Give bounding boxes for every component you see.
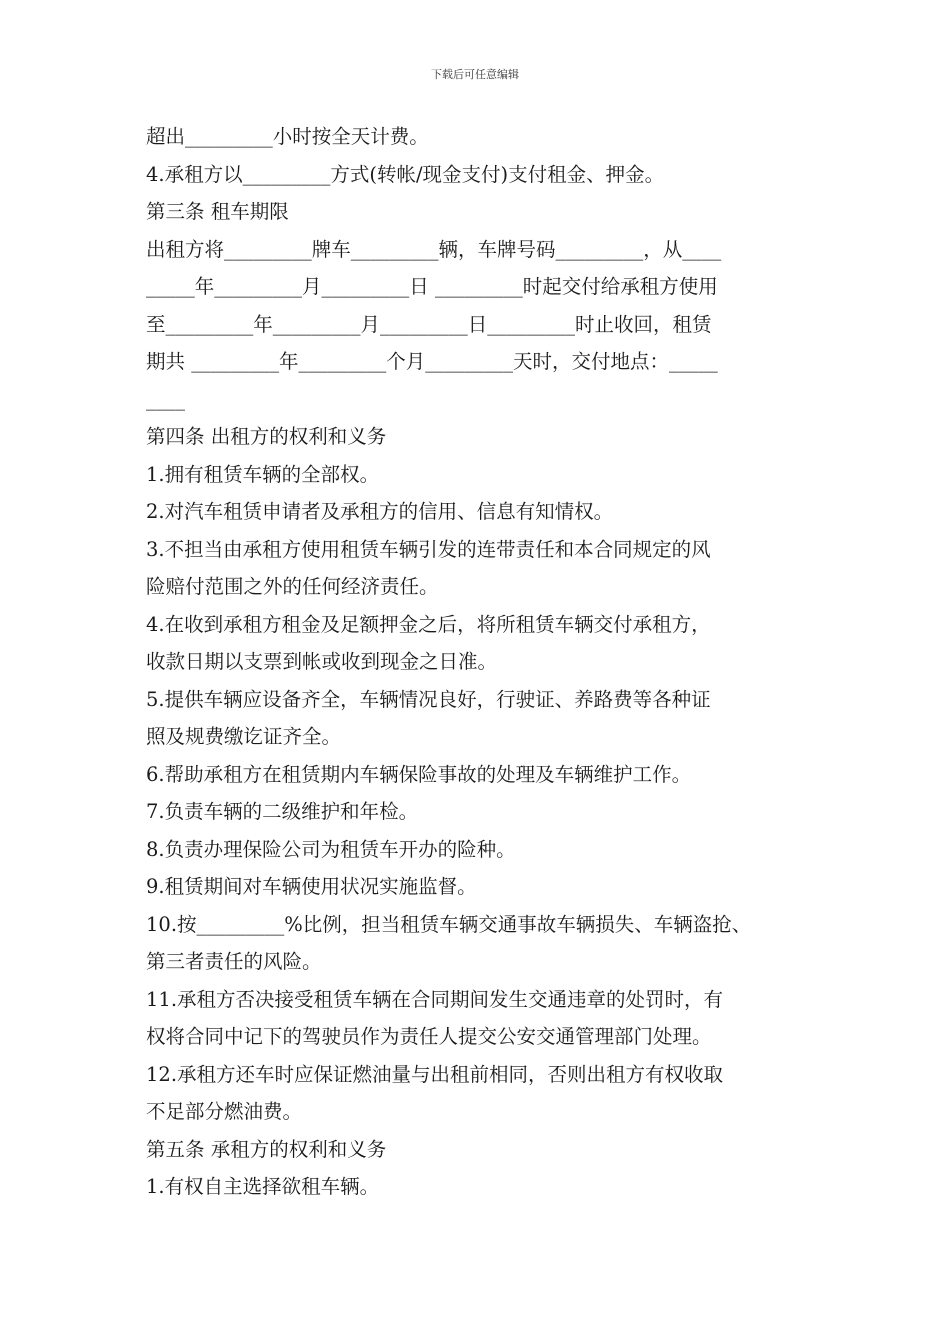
- text-line: 险赔付范围之外的任何经济责任。: [146, 575, 439, 598]
- text-line: ____: [146, 387, 185, 411]
- text-line: 4.在收到承租方租金及足额押金之后，将所租赁车辆交付承租方，: [146, 612, 711, 636]
- text-line: 出租方将_________牌车_________辆，车牌号码_________，从____: [146, 237, 722, 261]
- text-line: 第三者责任的风险。: [146, 950, 322, 973]
- text-line: 1.有权自主选择欲租车辆。: [146, 1175, 380, 1198]
- text-line: 1.拥有租赁车辆的全部权。: [146, 462, 380, 486]
- section-heading: 第三条 租车期限: [146, 200, 289, 223]
- text-line: 4.承租方以_________方式(转帐/现金支付)支付租金、押金。: [146, 162, 665, 186]
- text-line: 12.承租方还车时应保证燃油量与出租前相同，否则出租方有权收取: [146, 1062, 724, 1086]
- section-heading: 第五条 承租方的权利和义务: [146, 1137, 387, 1161]
- text-line: 照及规费缴讫证齐全。: [146, 725, 342, 748]
- text-line: _____年_________月_________日 _________时起交付给承租方使用: [146, 275, 718, 298]
- text-line: 权将合同中记下的驾驶员作为责任人提交公安交通管理部门处理。: [146, 1025, 712, 1048]
- text-line: 收款日期以支票到帐或收到现金之日准。: [146, 650, 498, 673]
- text-line: 7.负责车辆的二级维护和年检。: [146, 800, 419, 823]
- text-line: 期共 _________年_________个月_________天时，交付地点：_____: [146, 350, 718, 373]
- text-line: 2.对汽车租赁申请者及承租方的信用、信息有知情权。: [146, 500, 614, 523]
- text-line: 6.帮助承租方在租赁期内车辆保险事故的处理及车辆维护工作。: [146, 762, 692, 786]
- text-line: 9.租赁期间对车辆使用状况实施监督。: [146, 875, 477, 898]
- text-line: 3.不担当由承租方使用租赁车辆引发的连带责任和本合同规定的风: [146, 537, 711, 561]
- document-body: [146, 118, 826, 1206]
- text-line: 不足部分燃油费。: [146, 1100, 303, 1123]
- text-line: 8.负责办理保险公司为租赁车开办的险种。: [146, 837, 516, 861]
- text-line: 至_________年_________月_________日_________时止收回，租赁: [146, 312, 712, 336]
- text-line: 10.按_________%比例，担当租赁车辆交通事故车辆损失、车辆盗抢、: [146, 912, 752, 936]
- page-header: 下载后可任意编辑: [431, 68, 519, 81]
- text-line: 5.提供车辆应设备齐全，车辆情况良好，行驶证、养路费等各种证: [146, 687, 711, 711]
- text-line: 超出_________小时按全天计费。: [146, 125, 429, 148]
- section-heading: 第四条 出租方的权利和义务: [146, 425, 387, 448]
- text-line: 11.承租方否决接受租赁车辆在合同期间发生交通违章的处罚时，有: [146, 987, 724, 1011]
